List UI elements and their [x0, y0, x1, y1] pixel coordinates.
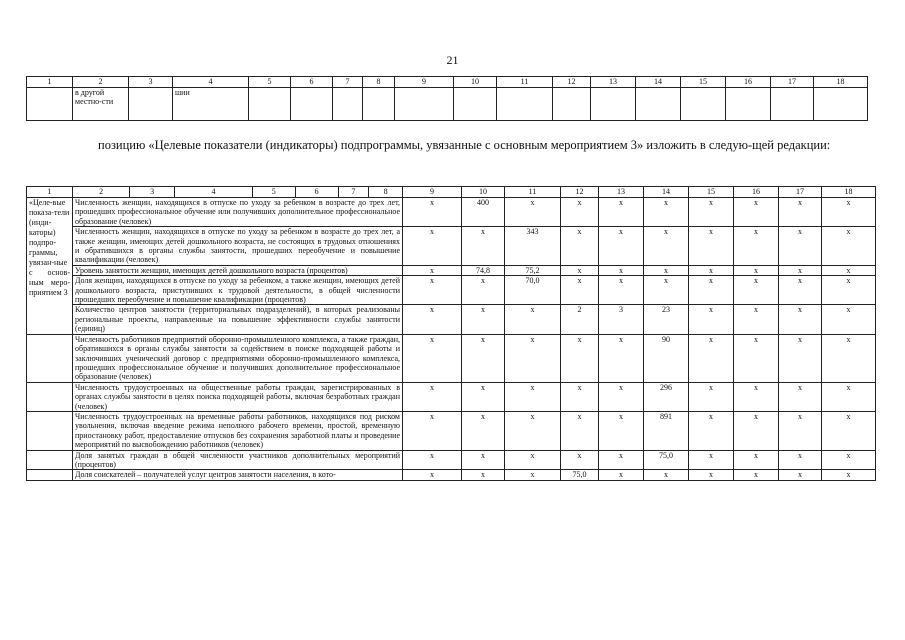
table-cell [363, 88, 395, 121]
table-cell [771, 88, 814, 121]
table-cell: в другой местно-сти [73, 88, 129, 121]
indicator-value-cell: x [822, 334, 876, 382]
column-number-cell: 1 [27, 77, 73, 88]
indicator-value-cell: x [644, 470, 689, 480]
column-number-cell: 9 [403, 187, 462, 198]
column-number-cell: 15 [681, 77, 726, 88]
indicator-value-cell: x [689, 265, 734, 275]
indicator-value-cell: 23 [644, 305, 689, 334]
column-number-cell: 9 [395, 77, 454, 88]
indicator-value-cell: x [403, 265, 462, 275]
column-number-cell: 17 [771, 77, 814, 88]
column-number-cell: 13 [599, 187, 644, 198]
indicator-value-cell: 2 [561, 305, 599, 334]
indicators-table [26, 186, 876, 481]
indicator-value-cell: x [689, 470, 734, 480]
indicator-value-cell: x [599, 411, 644, 450]
indicator-value-cell: x [689, 305, 734, 334]
column-number-cell: 3 [130, 187, 175, 197]
indicator-value-cell: x [734, 276, 779, 305]
indicator-text-cell: Доля женщин, находящихся в отпуске по уходу за ребенком, а также женщин, имеющих детей дошкольного возраста, приступивших к трудовой деятельности, в общей численности прошедших переобучение и повышение квалификации (процентов) [73, 276, 403, 305]
indicator-value-cell: x [822, 470, 876, 480]
indicator-value-cell: x [462, 227, 505, 266]
indicator-text-cell: Численность женщин, находящихся в отпуске по уходу за ребенком в возрасте до трех лет, прошедших профессиональное обучение или получивших дополнительное профессиональное образование (человек) [73, 198, 403, 227]
indicator-value-cell: x [599, 198, 644, 227]
indicator-value-cell: x [734, 470, 779, 480]
indicator-value-cell: x [561, 265, 599, 275]
indicator-value-cell: x [779, 411, 822, 450]
indicator-value-cell: x [561, 276, 599, 305]
indicator-value-cell: x [734, 227, 779, 266]
indicator-value-cell: x [505, 334, 561, 382]
indicator-value-cell: x [779, 334, 822, 382]
indicator-row [27, 305, 876, 334]
indicator-value-cell: 75,0 [644, 450, 689, 470]
indicator-value-cell: x [822, 382, 876, 411]
indicator-value-cell: x [689, 382, 734, 411]
indicator-row [27, 411, 876, 450]
program-label-cell [27, 382, 73, 411]
column-number-cell: 12 [561, 187, 599, 198]
column-number-cell: 8 [363, 77, 395, 88]
indicator-value-cell: x [822, 198, 876, 227]
column-number-cell: 6 [296, 187, 339, 197]
column-number-cell: 16 [726, 77, 771, 88]
column-number-cell: 8 [383, 187, 388, 196]
indicator-value-cell: 75,2 [505, 265, 561, 275]
indicator-value-cell: x [734, 198, 779, 227]
table-cell [454, 88, 497, 121]
indicator-value-cell: x [779, 276, 822, 305]
indicator-value-cell: x [734, 305, 779, 334]
table-cell [726, 88, 771, 121]
column-number-cell: 4 [175, 187, 253, 197]
indicator-value-cell: x [561, 334, 599, 382]
indicator-value-cell: x [644, 227, 689, 266]
column-number-cell: 5 [253, 187, 296, 197]
indicator-value-cell: x [403, 276, 462, 305]
column-number-cell: 11 [497, 77, 553, 88]
table-cell [333, 88, 363, 121]
indicator-value-cell: 400 [462, 198, 505, 227]
indicator-value-cell: x [403, 227, 462, 266]
indicator-value-cell: x [822, 265, 876, 275]
column-number-cell: 7 [333, 77, 363, 88]
indicator-value-cell: x [561, 382, 599, 411]
indicator-value-cell: x [734, 382, 779, 411]
column-number-cell: 4 [173, 77, 249, 88]
program-label-cell [27, 470, 73, 480]
indicator-row [27, 382, 876, 411]
indicator-value-cell: x [599, 276, 644, 305]
indicator-text-cell: Численность трудоустроенных на общественные работы граждан, зарегистрированных в органах службы занятости в целях поиска подходящей работы, включая безработных граждан (человек) [73, 382, 403, 411]
column-number-cell: 10 [462, 187, 505, 198]
indicator-value-cell: x [644, 198, 689, 227]
indicator-value-cell: x [779, 470, 822, 480]
indicator-value-cell: x [599, 450, 644, 470]
column-number-cell: 10 [454, 77, 497, 88]
indicator-value-cell: x [403, 305, 462, 334]
indicator-value-cell: x [734, 450, 779, 470]
column-number-cell: 6 [291, 77, 333, 88]
indicator-value-cell: x [689, 227, 734, 266]
column-number-cell: 18 [814, 77, 868, 88]
program-label-cell [27, 411, 73, 450]
table-row [27, 88, 868, 121]
column-number-cell: 1 [27, 187, 73, 198]
indicator-value-cell: 90 [644, 334, 689, 382]
column-number-cell: 16 [734, 187, 779, 198]
column-number-cell: 17 [779, 187, 822, 198]
indicator-value-cell: x [561, 227, 599, 266]
table-cell [814, 88, 868, 121]
indicator-value-cell: x [779, 305, 822, 334]
indicator-value-cell: x [644, 265, 689, 275]
indicator-row [27, 227, 876, 266]
column-number-cell: 14 [636, 77, 681, 88]
indicator-value-cell: 3 [599, 305, 644, 334]
indicator-value-cell: x [779, 265, 822, 275]
indicator-row [27, 470, 876, 480]
indicator-value-cell: x [599, 227, 644, 266]
indicator-value-cell: x [599, 382, 644, 411]
indicator-row [27, 334, 876, 382]
program-label-cell [27, 450, 73, 470]
indicator-value-cell: x [403, 198, 462, 227]
indicator-value-cell: 343 [505, 227, 561, 266]
table-cell [395, 88, 454, 121]
intro-paragraph: позицию «Целевые показатели (индикаторы) подпрограммы, увязанные с основным мероприятием 3» изложить в следую-щей редакции: [98, 138, 831, 152]
indicator-value-cell: x [822, 276, 876, 305]
indicator-value-cell: x [822, 227, 876, 266]
indicator-value-cell: x [462, 411, 505, 450]
indicator-value-cell: x [462, 470, 505, 480]
column-number-cell: 18 [822, 187, 876, 198]
indicator-value-cell: x [822, 411, 876, 450]
indicator-value-cell: x [505, 450, 561, 470]
indicator-value-cell: x [689, 334, 734, 382]
indicator-value-cell: x [505, 305, 561, 334]
table-cell [553, 88, 591, 121]
indicator-value-cell: x [561, 450, 599, 470]
column-number-row [27, 77, 868, 88]
indicator-row [27, 265, 876, 275]
table-cell [249, 88, 291, 121]
indicator-value-cell: x [561, 411, 599, 450]
table-cell [27, 88, 73, 121]
table-cell [291, 88, 333, 121]
table-cell [636, 88, 681, 121]
indicator-value-cell: x [734, 265, 779, 275]
indicator-value-cell: x [779, 382, 822, 411]
continuation-table [26, 76, 868, 121]
indicator-value-cell: 296 [644, 382, 689, 411]
indicator-value-cell: x [505, 198, 561, 227]
indicator-value-cell: x [505, 470, 561, 480]
indicator-value-cell: x [403, 470, 462, 480]
indicator-value-cell: x [779, 227, 822, 266]
indicator-value-cell: x [779, 450, 822, 470]
indicator-value-cell: x [689, 411, 734, 450]
indicator-value-cell: x [599, 265, 644, 275]
column-number-row [27, 187, 876, 198]
indicator-value-cell: x [734, 334, 779, 382]
indicator-value-cell: x [644, 276, 689, 305]
indicator-value-cell: x [689, 450, 734, 470]
indicator-text-cell: Уровень занятости женщин, имеющих детей дошкольного возраста (процентов) [73, 265, 403, 275]
indicator-value-cell: x [822, 450, 876, 470]
indicator-value-cell: x [403, 411, 462, 450]
column-number-cell: 2 [73, 77, 129, 88]
indicator-value-cell: x [599, 334, 644, 382]
indicator-value-cell: x [689, 198, 734, 227]
indicator-value-cell: x [505, 411, 561, 450]
table-cell [591, 88, 636, 121]
table-cell [681, 88, 726, 121]
indicator-value-cell: x [822, 305, 876, 334]
column-number-cell: 12 [553, 77, 591, 88]
table-cell [497, 88, 553, 121]
indicator-text-cell: Численность женщин, находящихся в отпуске по уходу за ребенком в возрасте до трех лет, а также женщин, имеющих детей дошкольного возраста, не состоящих в трудовых отношениях и обратившихся в органы службы занятости, прошедших переобучение и повышение квалификации (человек) [73, 227, 403, 266]
column-number-cell: 11 [505, 187, 561, 198]
table-cell: шии [173, 88, 249, 121]
indicator-value-cell: x [462, 276, 505, 305]
column-number-cell: 14 [644, 187, 689, 198]
column-number-cell: 7 [339, 187, 370, 197]
indicator-row [27, 198, 876, 227]
indicator-value-cell: x [599, 470, 644, 480]
column-number-cell: 5 [249, 77, 291, 88]
indicator-value-cell: x [779, 198, 822, 227]
column-number-cell: 15 [689, 187, 734, 198]
indicator-text-cell: Доля соискателей – получателей услуг центров занятости населения, в кото- [73, 470, 403, 480]
indicator-text-cell: Доля занятых граждан в общей численности участников дополнительных мероприятий (процентов) [73, 450, 403, 470]
indicator-text-cell: Количество центров занятости (территориальных подразделений), в которых реализованы региональные проекты, направленные на повышение эффективности службы занятости (единиц) [73, 305, 403, 334]
indicator-value-cell: x [734, 411, 779, 450]
column-number-cell: 13 [591, 77, 636, 88]
indicator-value-cell: x [505, 382, 561, 411]
indicator-value-cell: x [462, 450, 505, 470]
indicator-value-cell: x [403, 334, 462, 382]
indicator-value-cell: x [403, 382, 462, 411]
program-label-cell: «Целе-вые показа-тели (инди-каторы) подпро-граммы, увязан-ные с основ-ным меро-приятием 3 [27, 198, 73, 335]
indicator-value-cell: 70,0 [505, 276, 561, 305]
indicator-row [27, 450, 876, 470]
column-number-group [73, 187, 403, 198]
indicator-text-cell: Численность работников предприятий оборонно-промышленного комплекса, а также граждан, обратившихся в органы службы занятости за содействием в поиске подходящей работы и заключивших ученический договор с предприятиями оборонно-промышленного комплекса, прошедших профессиональное обучение и получивших дополнительное профессиональное образование (человек) [73, 334, 403, 382]
indicator-value-cell: 74,8 [462, 265, 505, 275]
indicator-text-cell: Численность трудоустроенных на временные работы работников, находящихся под риском увольнения, включая введение режима неполного рабочего времени, простой, временную приостановку работ, предоставление отпусков без сохранения заработной платы и проведение мероприятий по высвобождению работников (человек) [73, 411, 403, 450]
indicator-row [27, 276, 876, 305]
indicator-value-cell: x [462, 334, 505, 382]
indicator-value-cell: x [462, 305, 505, 334]
page-number: 21 [446, 53, 459, 67]
indicator-value-cell: x [561, 198, 599, 227]
column-number-cell: 2 [73, 187, 130, 197]
indicator-value-cell: x [689, 276, 734, 305]
column-number-cell: 3 [129, 77, 173, 88]
indicator-value-cell: x [462, 382, 505, 411]
table-cell [129, 88, 173, 121]
indicator-value-cell: 891 [644, 411, 689, 450]
program-label-cell [27, 334, 73, 382]
indicator-value-cell: 75,0 [561, 470, 599, 480]
indicator-value-cell: x [403, 450, 462, 470]
